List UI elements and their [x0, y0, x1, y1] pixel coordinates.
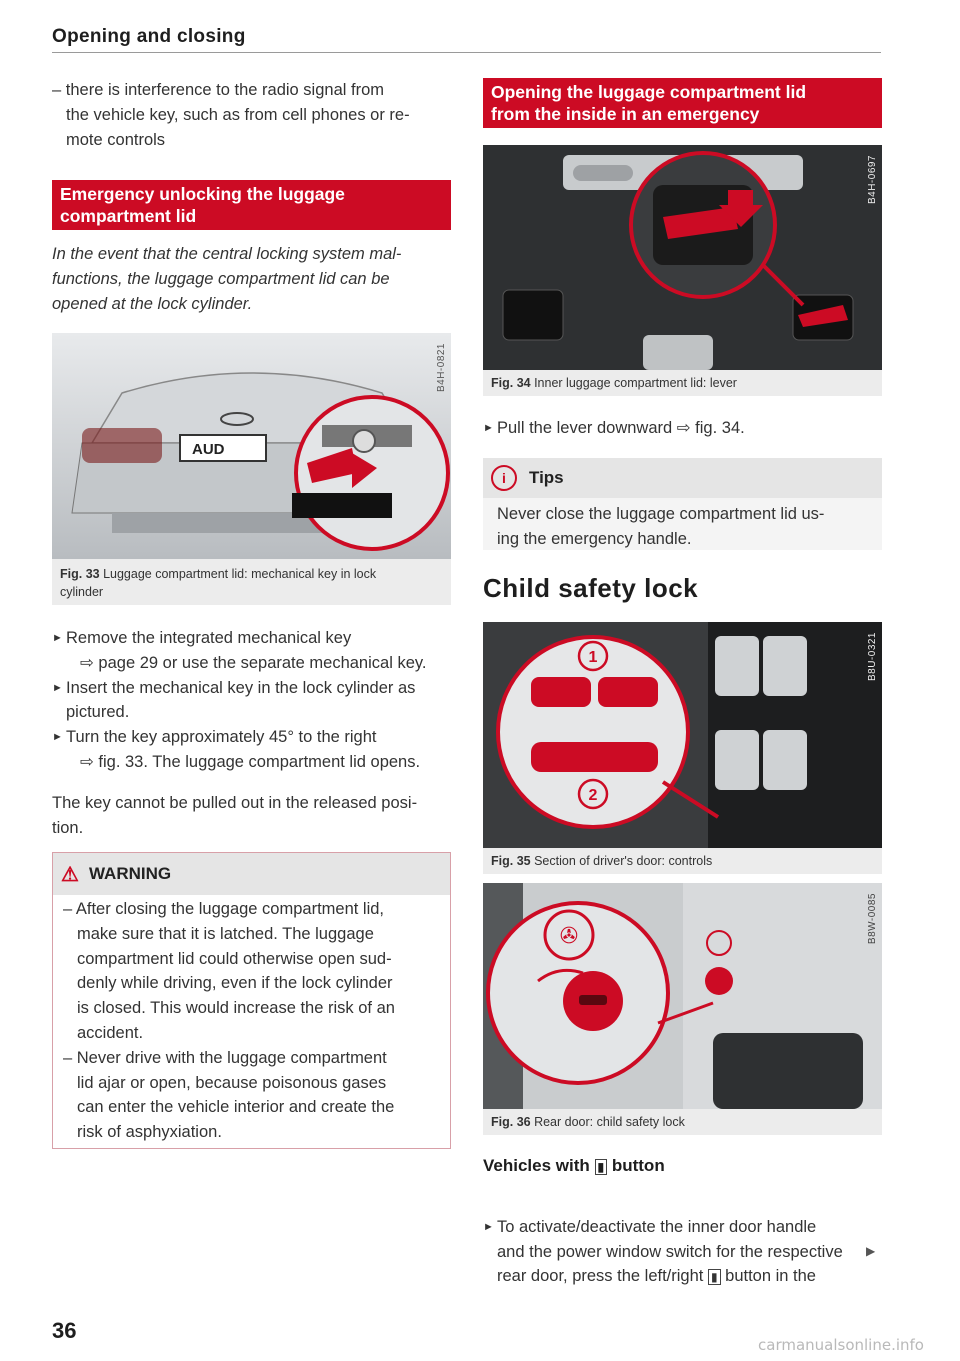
warning-body	[53, 895, 450, 1145]
page-section-title: Opening and closing	[52, 26, 246, 47]
caption-number: Fig. 33	[60, 567, 100, 581]
header-divider	[52, 52, 881, 53]
step-line: ► Turn the key approximately 45° to the right	[66, 728, 377, 747]
italic-line: In the event that the central locking system mal-	[52, 245, 402, 263]
tips-title: Tips	[529, 468, 564, 487]
step-line: ⇨ page 29 or use the separate mechanical key.	[80, 653, 427, 672]
figure-35-caption	[483, 848, 882, 874]
figure-code: B8W-0085	[867, 893, 878, 945]
intro-line: the vehicle key, such as from cell phones or re-	[66, 105, 410, 124]
step-line: pictured.	[66, 703, 130, 722]
italic-line: functions, the luggage compartment lid can be	[52, 269, 390, 288]
italic-line: opened at the lock cylinder.	[52, 294, 253, 313]
steps-list	[52, 626, 457, 775]
warning-line: can enter the vehicle interior and create the	[77, 1098, 395, 1117]
note-line: The key cannot be pulled out in the released posi-	[52, 794, 418, 812]
caption-text: Section of driver's door: controls	[534, 854, 713, 868]
intro-italic	[52, 242, 452, 316]
caption-text: Rear door: child safety lock	[534, 1115, 685, 1129]
step-line: ⇨ fig. 33. The luggage compartment lid opens.	[80, 752, 421, 771]
tips-header	[483, 458, 882, 498]
note-text	[52, 791, 457, 841]
warning-line: compartment lid could otherwise open sud-	[77, 949, 392, 968]
caption-number: Fig. 34	[491, 376, 531, 390]
door-controls-illustration	[483, 622, 882, 848]
figure-33-caption	[52, 559, 451, 605]
caption-text: Inner luggage compartment lid: lever	[534, 376, 737, 390]
step-text: button in the	[725, 1267, 816, 1286]
warning-line: – After closing the luggage compartment lid,	[63, 900, 385, 918]
figure-code: B8U-0321	[867, 632, 878, 682]
info-icon: i	[491, 465, 517, 491]
step-line: ► Insert the mechanical key in the lock cylinder as	[66, 678, 416, 697]
section-title-emergency-unlocking	[52, 180, 451, 230]
step-item	[483, 416, 897, 441]
warning-line: risk of asphyxiation.	[77, 1123, 222, 1142]
continue-arrow-icon: ▶	[866, 1244, 876, 1258]
warning-triangle-icon: ⚠	[61, 863, 79, 886]
step-line: and the power window switch for the respective	[497, 1242, 843, 1261]
caption-number: Fig. 35	[491, 854, 531, 868]
caption-text: cylinder	[60, 585, 104, 599]
figure-34-caption	[483, 370, 882, 396]
figure-36-caption	[483, 1109, 882, 1135]
figure-35-image	[483, 622, 882, 848]
heading-child-safety-lock: Child safety lock	[483, 573, 699, 603]
section-title-line: from the inside in an emergency	[491, 104, 760, 124]
child-lock-button-icon: ▮	[708, 1269, 721, 1285]
callout-label-1: 1	[588, 649, 598, 666]
step-item	[483, 1215, 897, 1289]
tips-line: ing the emergency handle.	[497, 529, 692, 548]
intro-text	[52, 78, 452, 152]
step-text: rear door, press the left/right	[497, 1267, 704, 1286]
warning-box	[52, 852, 451, 1149]
warning-header	[53, 853, 450, 895]
step-line: ► Remove the integrated mechanical key	[66, 629, 352, 647]
car-rear-illustration	[52, 333, 451, 559]
step-item	[52, 725, 457, 775]
figure-code: B4H-0697	[867, 155, 878, 205]
subheading-vehicles-with-button	[483, 1156, 665, 1176]
watermark: carmanualsonline.info	[758, 1336, 924, 1354]
figure-34-image	[483, 145, 882, 370]
figure-code: B4H-0821	[436, 343, 447, 393]
step-line	[497, 1264, 897, 1289]
subheading-text: Vehicles with	[483, 1156, 590, 1175]
figure-33-image	[52, 333, 451, 559]
child-lock-button-icon: ▮	[595, 1159, 608, 1175]
tips-box	[483, 458, 882, 550]
warning-title: WARNING	[88, 864, 172, 883]
note-line: tion.	[52, 818, 84, 837]
caption-text: Luggage compartment lid: mechanical key in lock	[103, 567, 377, 581]
lever-illustration	[483, 145, 882, 370]
caption-number: Fig. 36	[491, 1115, 531, 1129]
intro-line: – there is interference to the radio signal from	[52, 81, 385, 99]
svg-text:✇: ✇	[559, 924, 579, 949]
step-line: ► To activate/deactivate the inner door handle	[497, 1217, 817, 1236]
figure-36-image	[483, 883, 882, 1109]
callout-label-2: 2	[588, 787, 598, 804]
intro-line: mote controls	[66, 130, 166, 149]
warning-line: – Never drive with the luggage compartment	[63, 1048, 387, 1067]
warning-line: make sure that it is latched. The luggage	[77, 924, 374, 943]
section-title-line: Emergency unlocking the luggage	[60, 184, 345, 204]
tips-line: Never close the luggage compartment lid us-	[497, 505, 825, 523]
step-line: Pull the lever downward ⇨ fig. 34.	[497, 419, 745, 437]
subheading-text: button	[611, 1156, 665, 1175]
warning-line: is closed. This would increase the risk of an	[77, 999, 395, 1018]
step-item	[52, 676, 457, 726]
section-title-line: compartment lid	[60, 206, 197, 226]
section-title-line: Opening the luggage compartment lid	[491, 82, 807, 102]
page-number: 36	[52, 1318, 77, 1343]
section-title-inside-emergency	[483, 78, 882, 128]
tips-body	[483, 498, 882, 552]
rear-door-lock-illustration	[483, 883, 882, 1109]
license-plate-text: AUD	[192, 441, 225, 458]
step-item	[52, 626, 457, 676]
warning-line: accident.	[77, 1023, 144, 1042]
warning-line: denly while driving, even if the lock cylinder	[77, 974, 393, 993]
warning-line: lid ajar or open, because poisonous gases	[77, 1073, 387, 1092]
